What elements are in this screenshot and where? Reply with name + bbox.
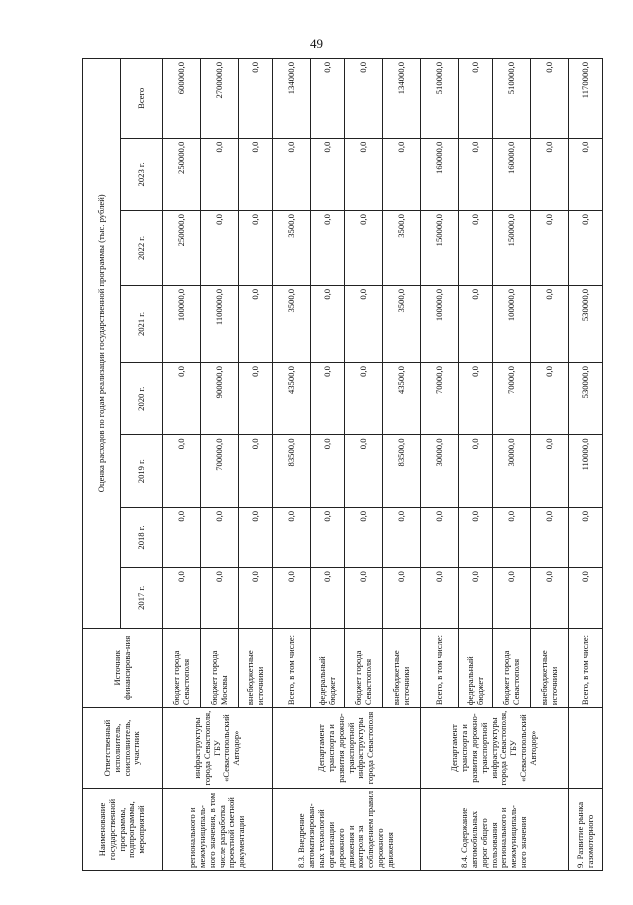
value-cell: 0,0: [569, 138, 603, 210]
source-cell: Всего, в том числе:: [421, 628, 459, 708]
value-cell: 0,0: [531, 138, 569, 210]
header-executor: Ответственный исполнитель, соисполнитель, участник: [83, 708, 163, 789]
value-cell: 0,0: [531, 435, 569, 507]
program-name-cell: 8.4. Содержание автомобильных дорог общего пользования регионального и межмуниципаль-ного значения: [421, 788, 569, 870]
value-cell: 0,0: [531, 363, 569, 435]
value-cell: 0,0: [345, 435, 383, 507]
value-cell: 0,0: [273, 568, 311, 628]
value-cell: 83500,0: [383, 435, 421, 507]
total-cell: 510000,0: [421, 59, 459, 139]
value-cell: 0,0: [345, 211, 383, 286]
total-cell: 0,0: [345, 59, 383, 139]
value-cell: 0,0: [459, 138, 493, 210]
value-cell: 0,0: [531, 285, 569, 362]
value-cell: 0,0: [311, 568, 345, 628]
executor-cell: Департамент транспорта и развития дорожно-транспортной инфраструктуры города Севастополя: [273, 708, 421, 789]
total-cell: 1170000,0: [569, 59, 603, 139]
value-cell: 0,0: [311, 435, 345, 507]
source-cell: бюджет города Севастополя: [493, 628, 531, 708]
value-cell: 150000,0: [421, 211, 459, 286]
header-estimate: Оценка расходов по годам реализации государственной программы (тыс. рублей): [83, 59, 121, 629]
value-cell: 0,0: [569, 507, 603, 567]
program-name-cell: 9. Развитие рынка газомоторного: [569, 788, 603, 870]
table-row: [421, 59, 459, 871]
value-cell: 900000,0: [201, 363, 239, 435]
value-cell: 0,0: [459, 363, 493, 435]
executor-cell: [569, 708, 603, 789]
value-cell: 0,0: [345, 507, 383, 567]
value-cell: 0,0: [311, 211, 345, 286]
value-cell: 0,0: [345, 363, 383, 435]
program-name-cell: 8.3. Внедрение автоматизирован-ных технологий организации дорожного движения и контроля за соблюдением правил дорожного движения: [273, 788, 421, 870]
source-cell: федеральный бюджет: [459, 628, 493, 708]
table-row: [163, 59, 201, 871]
source-cell: бюджет города Севастополя: [345, 628, 383, 708]
source-cell: федеральный бюджет: [311, 628, 345, 708]
value-cell: 70000,0: [493, 363, 531, 435]
table-body: [163, 59, 603, 871]
value-cell: 100000,0: [163, 285, 201, 362]
value-cell: 0,0: [383, 507, 421, 567]
value-cell: 0,0: [273, 507, 311, 567]
value-cell: 0,0: [459, 211, 493, 286]
value-cell: 30000,0: [421, 435, 459, 507]
value-cell: 160000,0: [421, 138, 459, 210]
header-year: 2022 г.: [121, 211, 163, 286]
value-cell: 0,0: [201, 568, 239, 628]
table-row: [569, 59, 603, 871]
value-cell: 0,0: [345, 568, 383, 628]
value-cell: 0,0: [383, 568, 421, 628]
value-cell: 0,0: [531, 507, 569, 567]
value-cell: 30000,0: [493, 435, 531, 507]
table-row: [273, 59, 311, 871]
page-number: 49: [310, 36, 323, 51]
value-cell: 0,0: [345, 138, 383, 210]
total-cell: 134000,0: [273, 59, 311, 139]
value-cell: 0,0: [239, 568, 273, 628]
program-name-cell: регионального и межмуниципаль-ного значения, в том числе разработка проектной сметной документации: [163, 788, 273, 870]
value-cell: 0,0: [531, 211, 569, 286]
source-cell: Всего, в том числе:: [569, 628, 603, 708]
value-cell: 0,0: [201, 138, 239, 210]
header-row-1: [83, 59, 121, 871]
value-cell: 83500,0: [273, 435, 311, 507]
header-name: Наименование государственной программы, подпрограммы, мероприятий: [83, 788, 163, 870]
value-cell: 3500,0: [273, 211, 311, 286]
value-cell: 150000,0: [493, 211, 531, 286]
source-cell: бюджет города Севастополя: [163, 628, 201, 708]
value-cell: 0,0: [311, 285, 345, 362]
header-year: 2019 г.: [121, 435, 163, 507]
value-cell: 0,0: [421, 568, 459, 628]
value-cell: 0,0: [531, 568, 569, 628]
total-cell: 0,0: [459, 59, 493, 139]
total-cell: 0,0: [311, 59, 345, 139]
value-cell: 3500,0: [273, 285, 311, 362]
value-cell: 0,0: [459, 285, 493, 362]
value-cell: 0,0: [201, 507, 239, 567]
source-cell: внебюджетные источники: [531, 628, 569, 708]
value-cell: 0,0: [163, 435, 201, 507]
source-cell: внебюджетные источники: [239, 628, 273, 708]
value-cell: 250000,0: [163, 211, 201, 286]
source-cell: бюджет города Москвы: [201, 628, 239, 708]
value-cell: 160000,0: [493, 138, 531, 210]
value-cell: 0,0: [239, 435, 273, 507]
total-cell: 600000,0: [163, 59, 201, 139]
executor-cell: инфраструктуры города Севастополя, ГБУ «Севастопольский Автодор»: [163, 708, 273, 789]
value-cell: 0,0: [239, 507, 273, 567]
header-total: Всего: [121, 59, 163, 139]
value-cell: 0,0: [163, 507, 201, 567]
value-cell: 3500,0: [383, 211, 421, 286]
value-cell: 250000,0: [163, 138, 201, 210]
value-cell: 0,0: [569, 568, 603, 628]
executor-cell: Департамент транспорта и развития дорожно-транспортной инфраструктуры города Севастополя, ГБУ «Севастопольский Автодор»: [421, 708, 569, 789]
value-cell: 110000,0: [569, 435, 603, 507]
value-cell: 1100000,0: [201, 285, 239, 362]
value-cell: 3500,0: [383, 285, 421, 362]
value-cell: 70000,0: [421, 363, 459, 435]
value-cell: 0,0: [311, 138, 345, 210]
header-year: 2023 г.: [121, 138, 163, 210]
value-cell: 43500,0: [273, 363, 311, 435]
value-cell: 100000,0: [493, 285, 531, 362]
total-cell: 510000,0: [493, 59, 531, 139]
header-source: Источник финансирова-ния: [83, 628, 163, 708]
header-year: 2017 г.: [121, 568, 163, 628]
budget-table: [82, 58, 603, 871]
value-cell: 0,0: [345, 285, 383, 362]
header-year: 2018 г.: [121, 507, 163, 567]
value-cell: 0,0: [493, 568, 531, 628]
total-cell: 134000,0: [383, 59, 421, 139]
value-cell: 0,0: [459, 507, 493, 567]
value-cell: 0,0: [311, 507, 345, 567]
header-year: 2021 г.: [121, 285, 163, 362]
value-cell: 0,0: [569, 211, 603, 286]
total-cell: 2700000,0: [201, 59, 239, 139]
value-cell: 0,0: [311, 363, 345, 435]
total-cell: 0,0: [239, 59, 273, 139]
value-cell: 0,0: [239, 211, 273, 286]
value-cell: 0,0: [383, 138, 421, 210]
value-cell: 0,0: [239, 363, 273, 435]
value-cell: 43500,0: [383, 363, 421, 435]
value-cell: 0,0: [201, 211, 239, 286]
value-cell: 530000,0: [569, 363, 603, 435]
value-cell: 0,0: [163, 363, 201, 435]
value-cell: 0,0: [239, 285, 273, 362]
source-cell: внебюджетные источники: [383, 628, 421, 708]
value-cell: 0,0: [493, 507, 531, 567]
source-cell: Всего, в том числе:: [273, 628, 311, 708]
value-cell: 0,0: [459, 568, 493, 628]
value-cell: 0,0: [421, 507, 459, 567]
value-cell: 0,0: [239, 138, 273, 210]
total-cell: 0,0: [531, 59, 569, 139]
header-year: 2020 г.: [121, 363, 163, 435]
value-cell: 0,0: [163, 568, 201, 628]
value-cell: 530000,0: [569, 285, 603, 362]
budget-table-rotated: [82, 58, 595, 871]
value-cell: 0,0: [273, 138, 311, 210]
value-cell: 0,0: [459, 435, 493, 507]
value-cell: 700000,0: [201, 435, 239, 507]
value-cell: 100000,0: [421, 285, 459, 362]
